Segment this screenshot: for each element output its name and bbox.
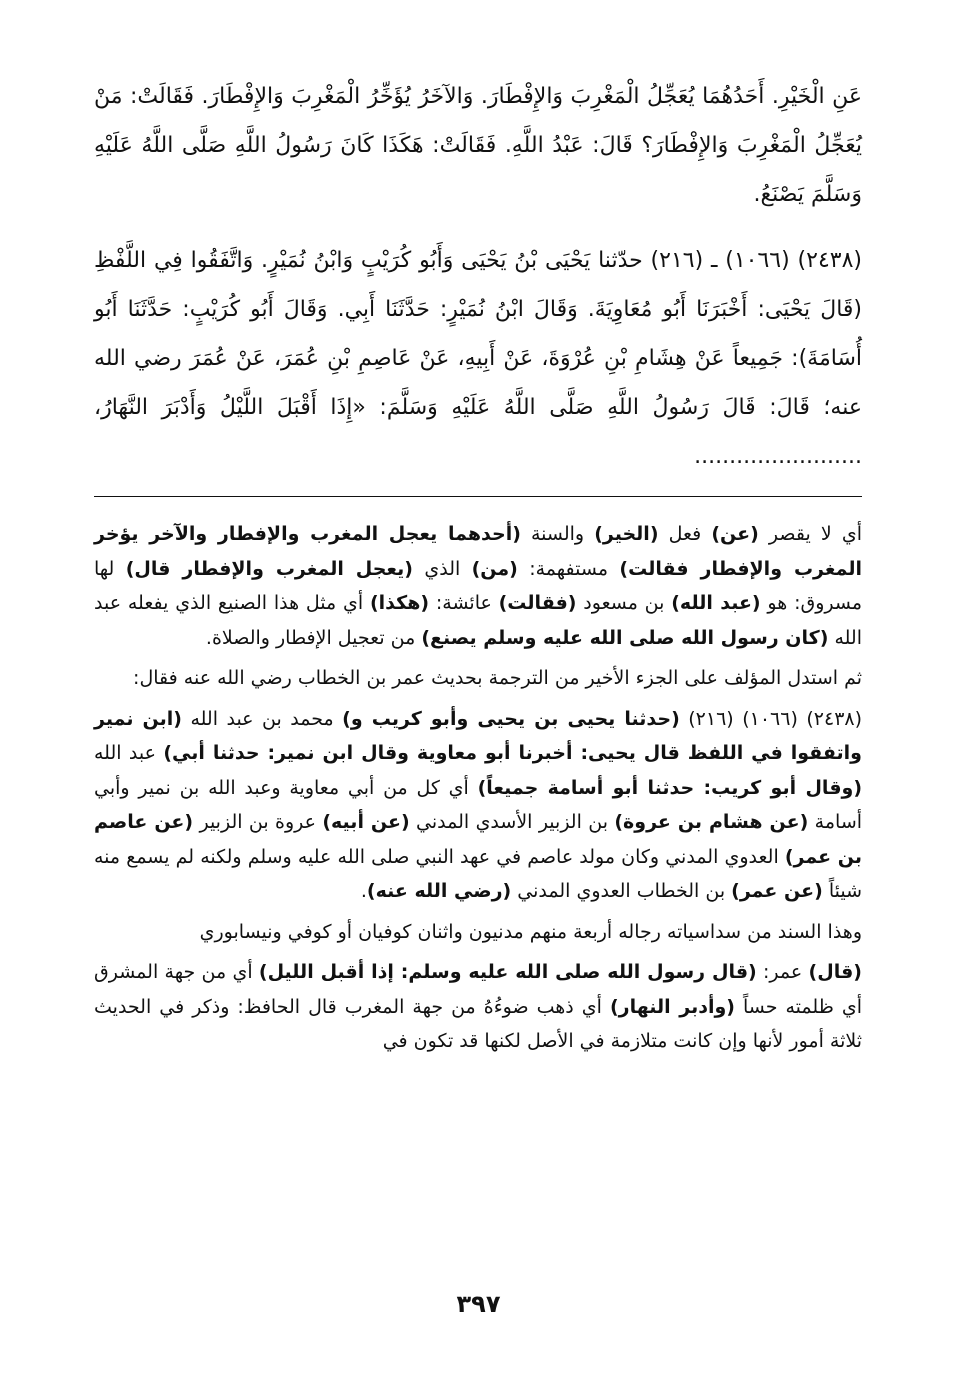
quoted-text: (وأدبر النهار) — [609, 995, 735, 1018]
commentary-text: . — [360, 880, 367, 902]
commentary-text: العدوي المدني وكان مولد عاصم في عهد النبي صلى الله عليه وسلم ولكنه لم يسمع منه شيئاً — [94, 845, 862, 902]
commentary-text: لها مسروق: هو — [94, 557, 862, 614]
quoted-text: (عبد الله) — [671, 592, 761, 614]
commentary-text: بن الزبير الأسدي المدني — [409, 811, 615, 833]
commentary-text: أي ذهب ضوءُهُ من جهة المغرب قال الحافظ: وذكر في الحديث ثلاثة أمور لأنها وإن كانت متلازمة في الأصل لكنها قد تكون في — [94, 995, 862, 1052]
quoted-text: (أحدهما يعجل المغرب والإفطار والآخر يؤخر المغرب والإفطار فقالت) — [94, 523, 862, 580]
commentary-text: مستفهمة: — [517, 557, 620, 580]
commentary-text: أي كل من أبي معاوية وعبد الله بن نمير وأبي أسامة — [94, 776, 863, 833]
commentary-text: (٢٤٣٨) (١٠٦٦) (٢١٦) — [679, 707, 863, 730]
quoted-text: (عن هشام بن عروة) — [614, 811, 809, 833]
quoted-text: (حدثنا يحيى بن يحيى وأبو كريب و) — [342, 707, 680, 730]
commentary-paragraph-2 — [94, 661, 862, 696]
commentary-text: أي لا يقصر — [758, 523, 862, 545]
commentary-paragraph-4 — [94, 915, 862, 950]
quoted-text: (من) — [471, 557, 518, 580]
commentary-text: محمد بن عبد الله — [181, 707, 343, 730]
quoted-text: (عن أبيه) — [322, 811, 410, 833]
hadith-text-block-2 — [94, 236, 862, 481]
commentary-text: وهذا السند من سداسياته رجاله أربعة منهم مدنيون واثنان كوفيان أو كوفي ونيسابوري — [199, 920, 862, 943]
commentary-text: فعل — [658, 523, 712, 545]
quoted-text: (رضي الله عنه) — [366, 880, 512, 902]
hadith-paragraph: عَنِ الْخَيْرِ. أَحَدُهُمَا يُعَجِّلُ الْمَغْرِبَ وَالإِفْطَارَ. وَالآخَرُ يُؤَخِّرُ الْمَغْرِبَ وَالإِفْطَارَ. فَقَالَتْ: مَنْ يُعَجِّلُ الْمَغْرِبَ وَالإِفْطَارَ؟ قَالَ: عَبْدُ اللَّهِ. فَقَالَتْ: هَكَذَا كَانَ رَسُولُ اللَّهِ صَلَّى اللَّهُ عَلَيْهِ وَسَلَّمَ يَصْنَعُ. — [94, 84, 862, 207]
quoted-text: (عن) — [711, 523, 759, 545]
commentary-text: ثم استدل المؤلف على الجزء الأخير من الترجمة بحديث عمر بن الخطاب رضي الله عنه فقال: — [133, 667, 862, 689]
commentary-text: عروة بن الزبير — [193, 811, 323, 833]
commentary-paragraph-3 — [94, 702, 862, 909]
commentary-text: أي من جهة المشرق أي ظلمته حساً — [94, 961, 862, 1018]
quoted-text: (يعجل المغرب والإفطار قال) — [125, 557, 413, 580]
commentary-text: عمر: — [756, 961, 809, 983]
quoted-text: (ابن نمير واتفقوا في اللفظ قال يحيى: أخبرنا أبو معاوية وقال ابن نمير: حدثنا أبي) — [94, 707, 862, 764]
quoted-text: (قال رسول الله صلى الله عليه وسلم: إذا أقبل الليل) — [258, 961, 757, 983]
commentary-section — [94, 517, 862, 1065]
commentary-text: الذي — [412, 557, 472, 580]
commentary-text: عبد الله — [94, 742, 164, 764]
hadith-paragraph: (٢٤٣٨) (١٠٦٦) ـ (٢١٦) حدّثنا يَحْيَى بْنُ يَحْيَى وَأَبُو كُرَيْبٍ وَابْنُ نُمَيْرٍ. وَاتَّفَقُوا فِي اللَّفْظِ (قَالَ يَحْيَى: أَخْبَرَنَا أَبُو مُعَاوِيَةَ. وَقَالَ ابْنُ نُمَيْرٍ: حَدَّثَنَا أَبِي. وَقَالَ أَبُو كُرَيْبٍ: حَدَّثَنَا أَبُو أُسَامَةَ): جَمِيعاً عَنْ هِشَامِ بْنِ عُرْوَةَ، عَنْ أَبِيهِ، عَنْ عَاصِمِ بْنِ عُمَرَ، عَنْ عُمَرَ رضي الله عنه؛ قَالَ: قَالَ رَسُولُ اللَّهِ صَلَّى اللَّهُ عَلَيْهِ وَسَلَّمَ: «إِذَا أَقْبَلَ اللَّيْلُ وَأَدْبَرَ النَّهَارُ، ........................ — [94, 248, 862, 469]
commentary-text: من تعجيل الإفطار والصلاة. — [205, 626, 422, 649]
commentary-text: بن مسعود — [576, 592, 672, 614]
commentary-text: والسنة — [520, 523, 595, 545]
hadith-text-block-1 — [94, 72, 862, 219]
commentary-paragraph-5 — [94, 955, 862, 1059]
page-number: ٣٩٧ — [456, 1290, 501, 1318]
quoted-text: (الخير) — [594, 523, 659, 545]
quoted-text: (عن عاصم بن عمر) — [94, 811, 863, 868]
commentary-text: أي مثل هذا الصنيع الذي يفعله عبد الله — [94, 592, 862, 649]
commentary-text: بن الخطاب العدوي المدني — [511, 880, 732, 902]
quoted-text: (قال) — [808, 961, 862, 983]
quoted-text: (كان رسول الله صلى الله عليه وسلم يصنع) — [421, 626, 829, 649]
commentary-text: عائشة: — [429, 592, 499, 614]
quoted-text: (وقال أبو كريب: حدثنا أبو أسامة جميعاً) — [477, 776, 863, 799]
quoted-text: (فقالت) — [498, 592, 577, 614]
quoted-text: (هكذا) — [369, 592, 430, 614]
quoted-text: (عن عمر) — [731, 880, 823, 902]
section-divider-line — [94, 496, 862, 497]
commentary-paragraph-1 — [94, 517, 862, 655]
